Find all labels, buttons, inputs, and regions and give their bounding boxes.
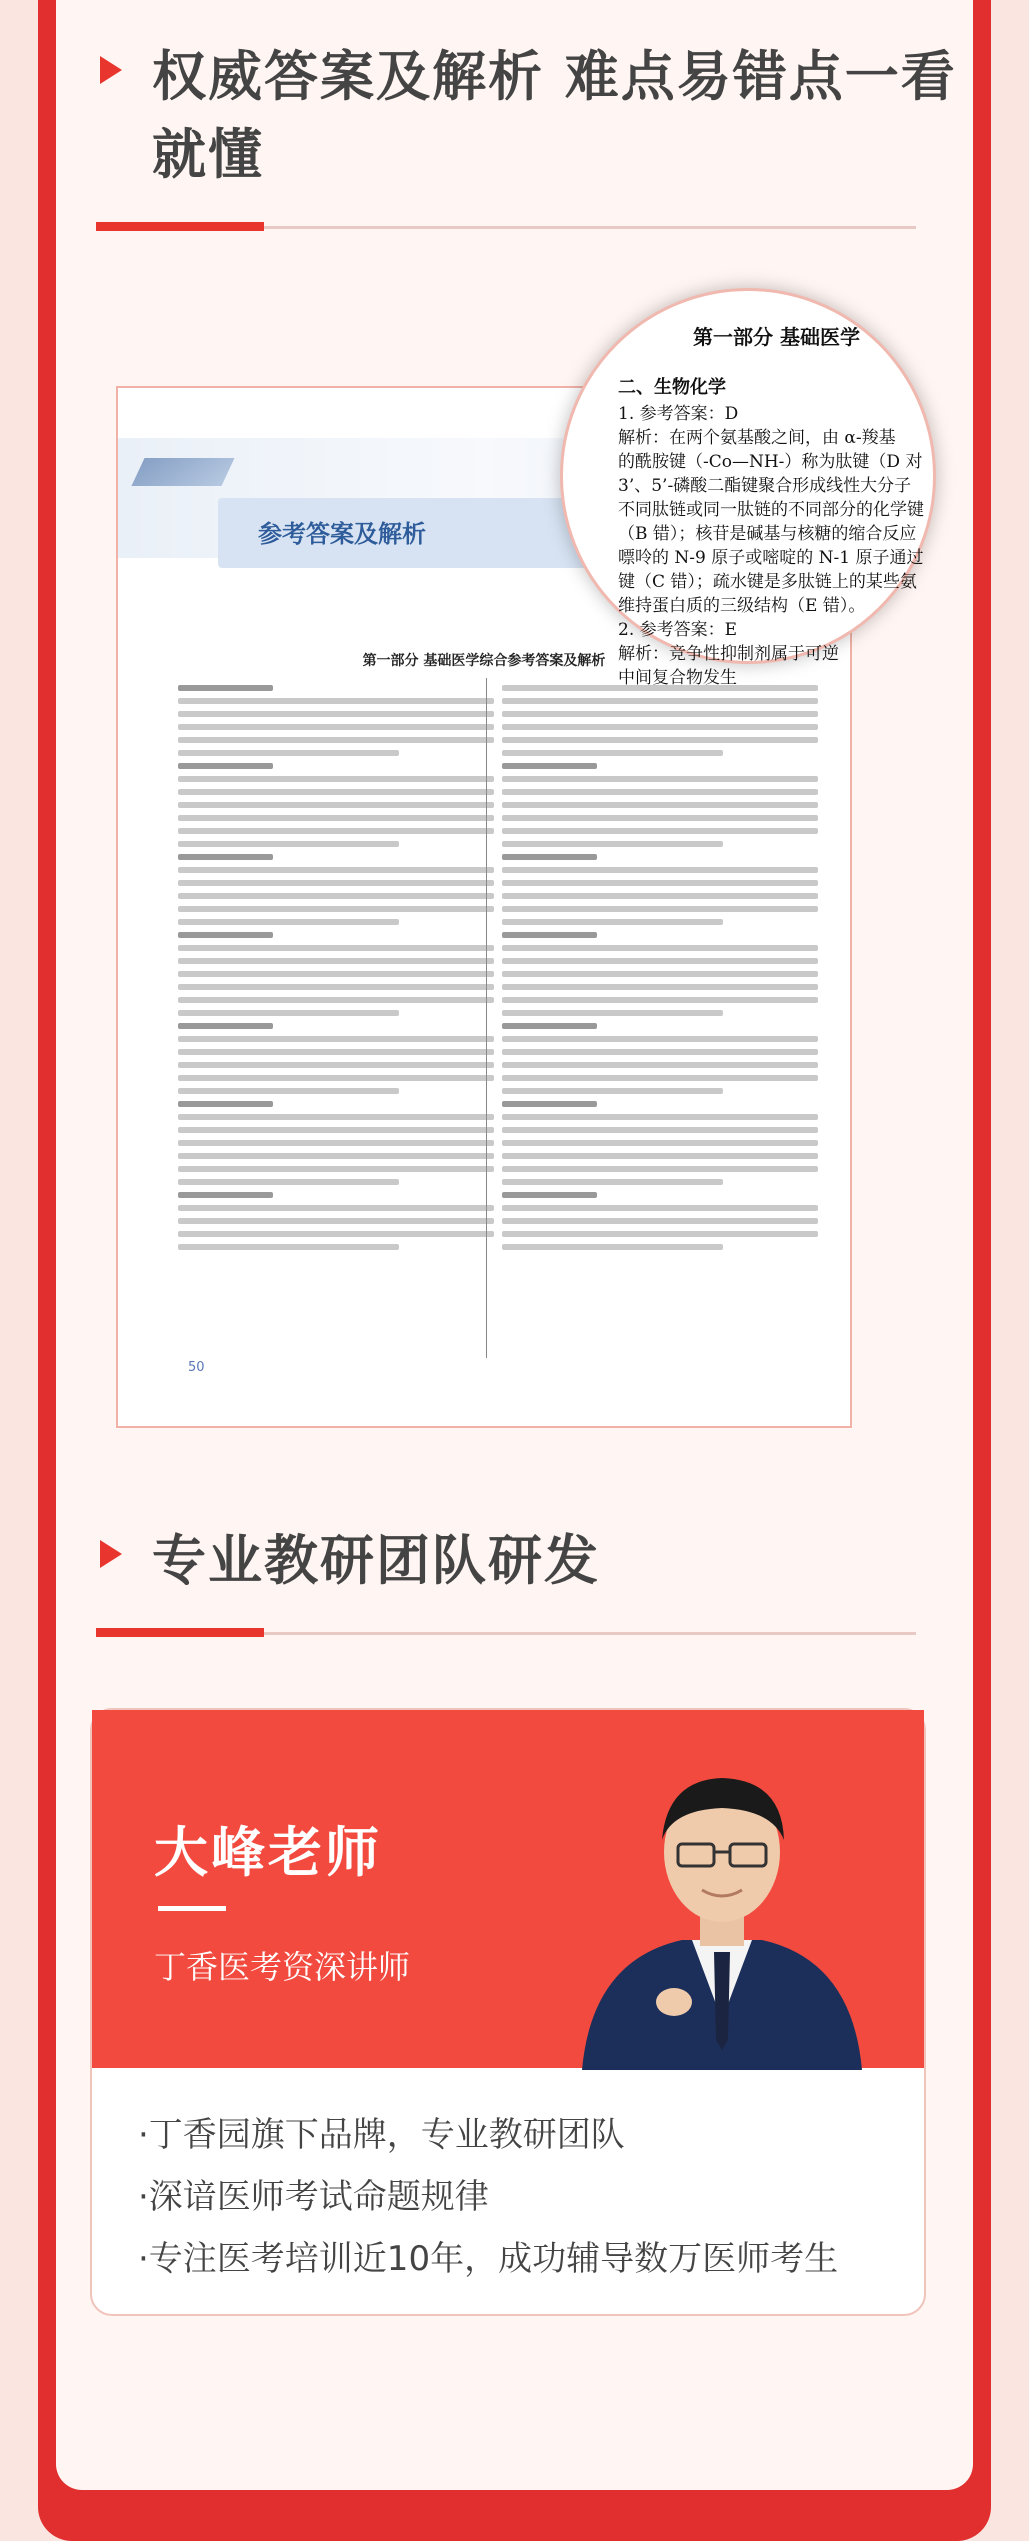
magnifier-line: 的酰胺键（-Co—NH-）称为肽键（D 对 — [618, 452, 923, 472]
section-divider — [96, 1632, 916, 1635]
highlight-item: ·丁香园旗下品牌，专业教研团队 — [138, 2115, 625, 2155]
magnifier-line: 中间复合物发生 — [618, 668, 737, 688]
teacher-name: 大峰老师 — [154, 1821, 382, 1884]
highlight-item: ·专注医考培训近10年，成功辅导数万医师考生 — [138, 2239, 839, 2279]
magnifier-line: 1. 参考答案：D — [618, 404, 739, 424]
magnifier-line: 二、生物化学 — [618, 377, 726, 398]
highlight-item: ·深谙医师考试命题规律 — [138, 2177, 489, 2217]
triangle-bullet-icon — [100, 56, 122, 84]
magnifier-line: （B 错）；核苷是碱基与核糖的缩合反应 — [618, 524, 917, 544]
section-divider — [96, 226, 916, 229]
teacher-card-header — [92, 1710, 924, 2068]
magnifier-line: 维持蛋白质的三级结构（E 错）。 — [618, 596, 866, 616]
magnifier-line: 解析：在两个氨基酸之间，由 α-羧基 — [618, 428, 896, 448]
magnifier-line: 键（C 错）；疏水键是多肽链上的某些氨 — [618, 572, 917, 592]
page-number: 50 — [188, 1360, 205, 1375]
section-title-answers — [100, 38, 957, 194]
section-title-line2: 就懂 — [152, 123, 264, 186]
teacher-card — [90, 1708, 926, 2316]
magnifier-line: 2. 参考答案：E — [618, 620, 738, 640]
teacher-photo — [562, 1740, 882, 2070]
teacher-highlights — [138, 2104, 838, 2290]
magnifier-zoom — [560, 288, 936, 688]
section-title-text: 专业教研团队研发 — [152, 1529, 600, 1592]
teacher-title: 丁香医考资深讲师 — [154, 1948, 411, 1986]
triangle-bullet-icon — [100, 1540, 122, 1568]
magnifier-line: 解析：竞争性抑制剂属于可逆 — [618, 644, 839, 664]
page-heading: 第一部分 基础医学综合参考答案及解析 — [362, 653, 606, 669]
text-column-left — [178, 678, 494, 1358]
section-title-line1: 权威答案及解析 难点易错点一看 — [152, 45, 957, 108]
magnifier-line: 嘌呤的 N-9 原子或嘧啶的 N-1 原子通过 — [618, 548, 924, 568]
section-title-team — [100, 1522, 600, 1600]
text-column-right — [502, 678, 818, 1358]
magnifier-line: 3’、5’-磷酸二酯键聚合形成线性大分子 — [618, 476, 912, 496]
magnifier-heading: 第一部分 基础医学 — [693, 325, 860, 349]
banner-title: 参考答案及解析 — [258, 520, 426, 548]
magnifier-line: 不同肽链或同一肽链的不同部分的化学键 — [618, 500, 924, 520]
